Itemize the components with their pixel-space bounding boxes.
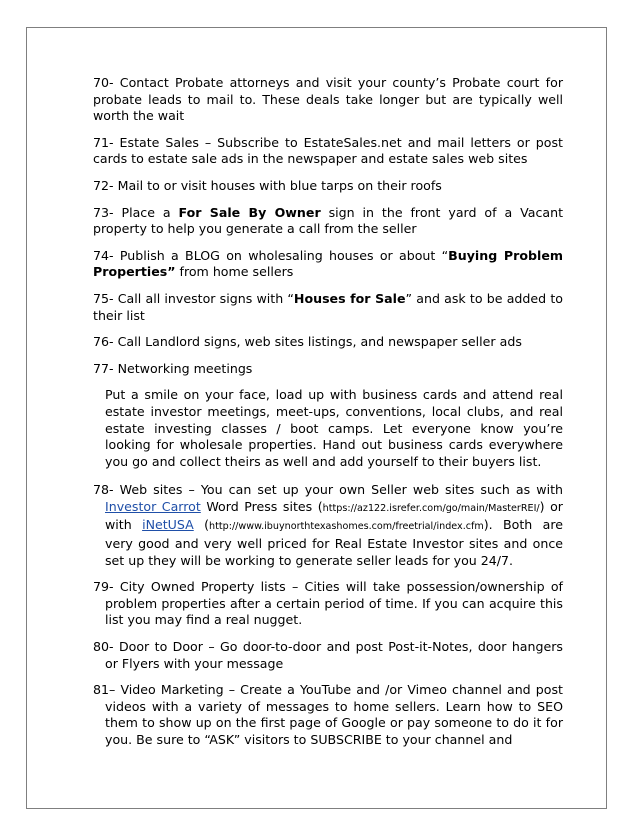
list-item-74-text-c: from home sellers [175, 264, 294, 280]
list-item-71: 71- Estate Sales – Subscribe to EstateSales.net and mail letters or post cards to estate sale ads in the newspaper and estate sales web sites [93, 134, 563, 167]
list-item-78-text-e: ). Both are very good and very well priced for Real Estate Investor sites and once set up they will be working to generate seller leads for you 24/7. [105, 517, 563, 568]
list-item-72: 72- Mail to or visit houses with blue tarps on their roofs [93, 177, 442, 193]
list-item-77-body: Put a smile on your face, load up with business cards and attend real estate investor meetings, meet-ups, conventions, local clubs, and real estate investing classes / boot camps. Let everyone know you’re looking for wholesale properties. Hand out business cards everywhere you go and collect theirs as well and add yourself to their buyers list. [105, 387, 563, 469]
inetusa-link[interactable]: iNetUSA [142, 517, 194, 533]
document-body [93, 75, 563, 759]
list-item-74 [93, 248, 563, 281]
investor-carrot-link[interactable]: Investor Carrot [105, 498, 201, 514]
list-item-81: 81– Video Marketing – Create a YouTube and /or Vimeo channel and post videos with a variety of messages to home sellers. Learn how to SEO them to show up on the first page of Google or pay someone to do it for you. Be sure to “ASK” visitors to SUBSCRIBE to your channel and [93, 682, 563, 747]
investor-carrot-url: https://az122.isrefer.com/go/main/MasterREI/ [322, 502, 540, 514]
list-item-74-bold: Buying Problem Properties” [93, 247, 563, 280]
list-item-75-bold: Houses for Sale [293, 290, 406, 306]
list-item-79: 79- City Owned Property lists – Cities will take possession/ownership of problem properties after a certain period of time. If you can acquire this list you may find a real nugget. [93, 579, 563, 628]
list-item-78-text-c: ) or with [105, 498, 563, 533]
list-item-73-bold: For Sale By Owner [178, 204, 321, 220]
list-item-78-text-b: Word Press sites ( [200, 498, 323, 514]
list-item-73-text-c: sign in the front yard of a Vacant property to help you generate a call from the seller [93, 204, 564, 237]
list-item-70: 70- Contact Probate attorneys and visit your county’s Probate court for probate leads to mail to. These deals take longer but are typically well worth the wait [93, 75, 563, 124]
list-item-76: 76- Call Landlord signs, web sites listings, and newspaper seller ads [93, 334, 522, 350]
list-item-73 [93, 205, 563, 238]
list-item-77-title: 77- Networking meetings [93, 360, 253, 376]
list-item-73-text-a: 73- Place a [93, 204, 179, 220]
list-item-80: 80- Door to Door – Go door-to-door and post Post-it-Notes, door hangers or Flyers with your message [93, 639, 563, 671]
list-item-78-text-d: ( [193, 517, 210, 533]
list-item-74-text-a: 74- Publish a BLOG on wholesaling houses or about “ [93, 247, 449, 263]
inetusa-url: http://www.ibuynorthtexashomes.com/freetrial/index.cfm [209, 521, 484, 533]
list-item-75-text-a: 75- Call all investor signs with “ [93, 290, 294, 306]
list-item-78-text-a: 78- Web sites – You can set up your own Seller web sites such as with [93, 482, 563, 498]
list-item-75-text-c: ” and ask to be added to their list [93, 290, 563, 323]
list-item-75 [93, 291, 563, 324]
list-item-78 [93, 482, 563, 569]
